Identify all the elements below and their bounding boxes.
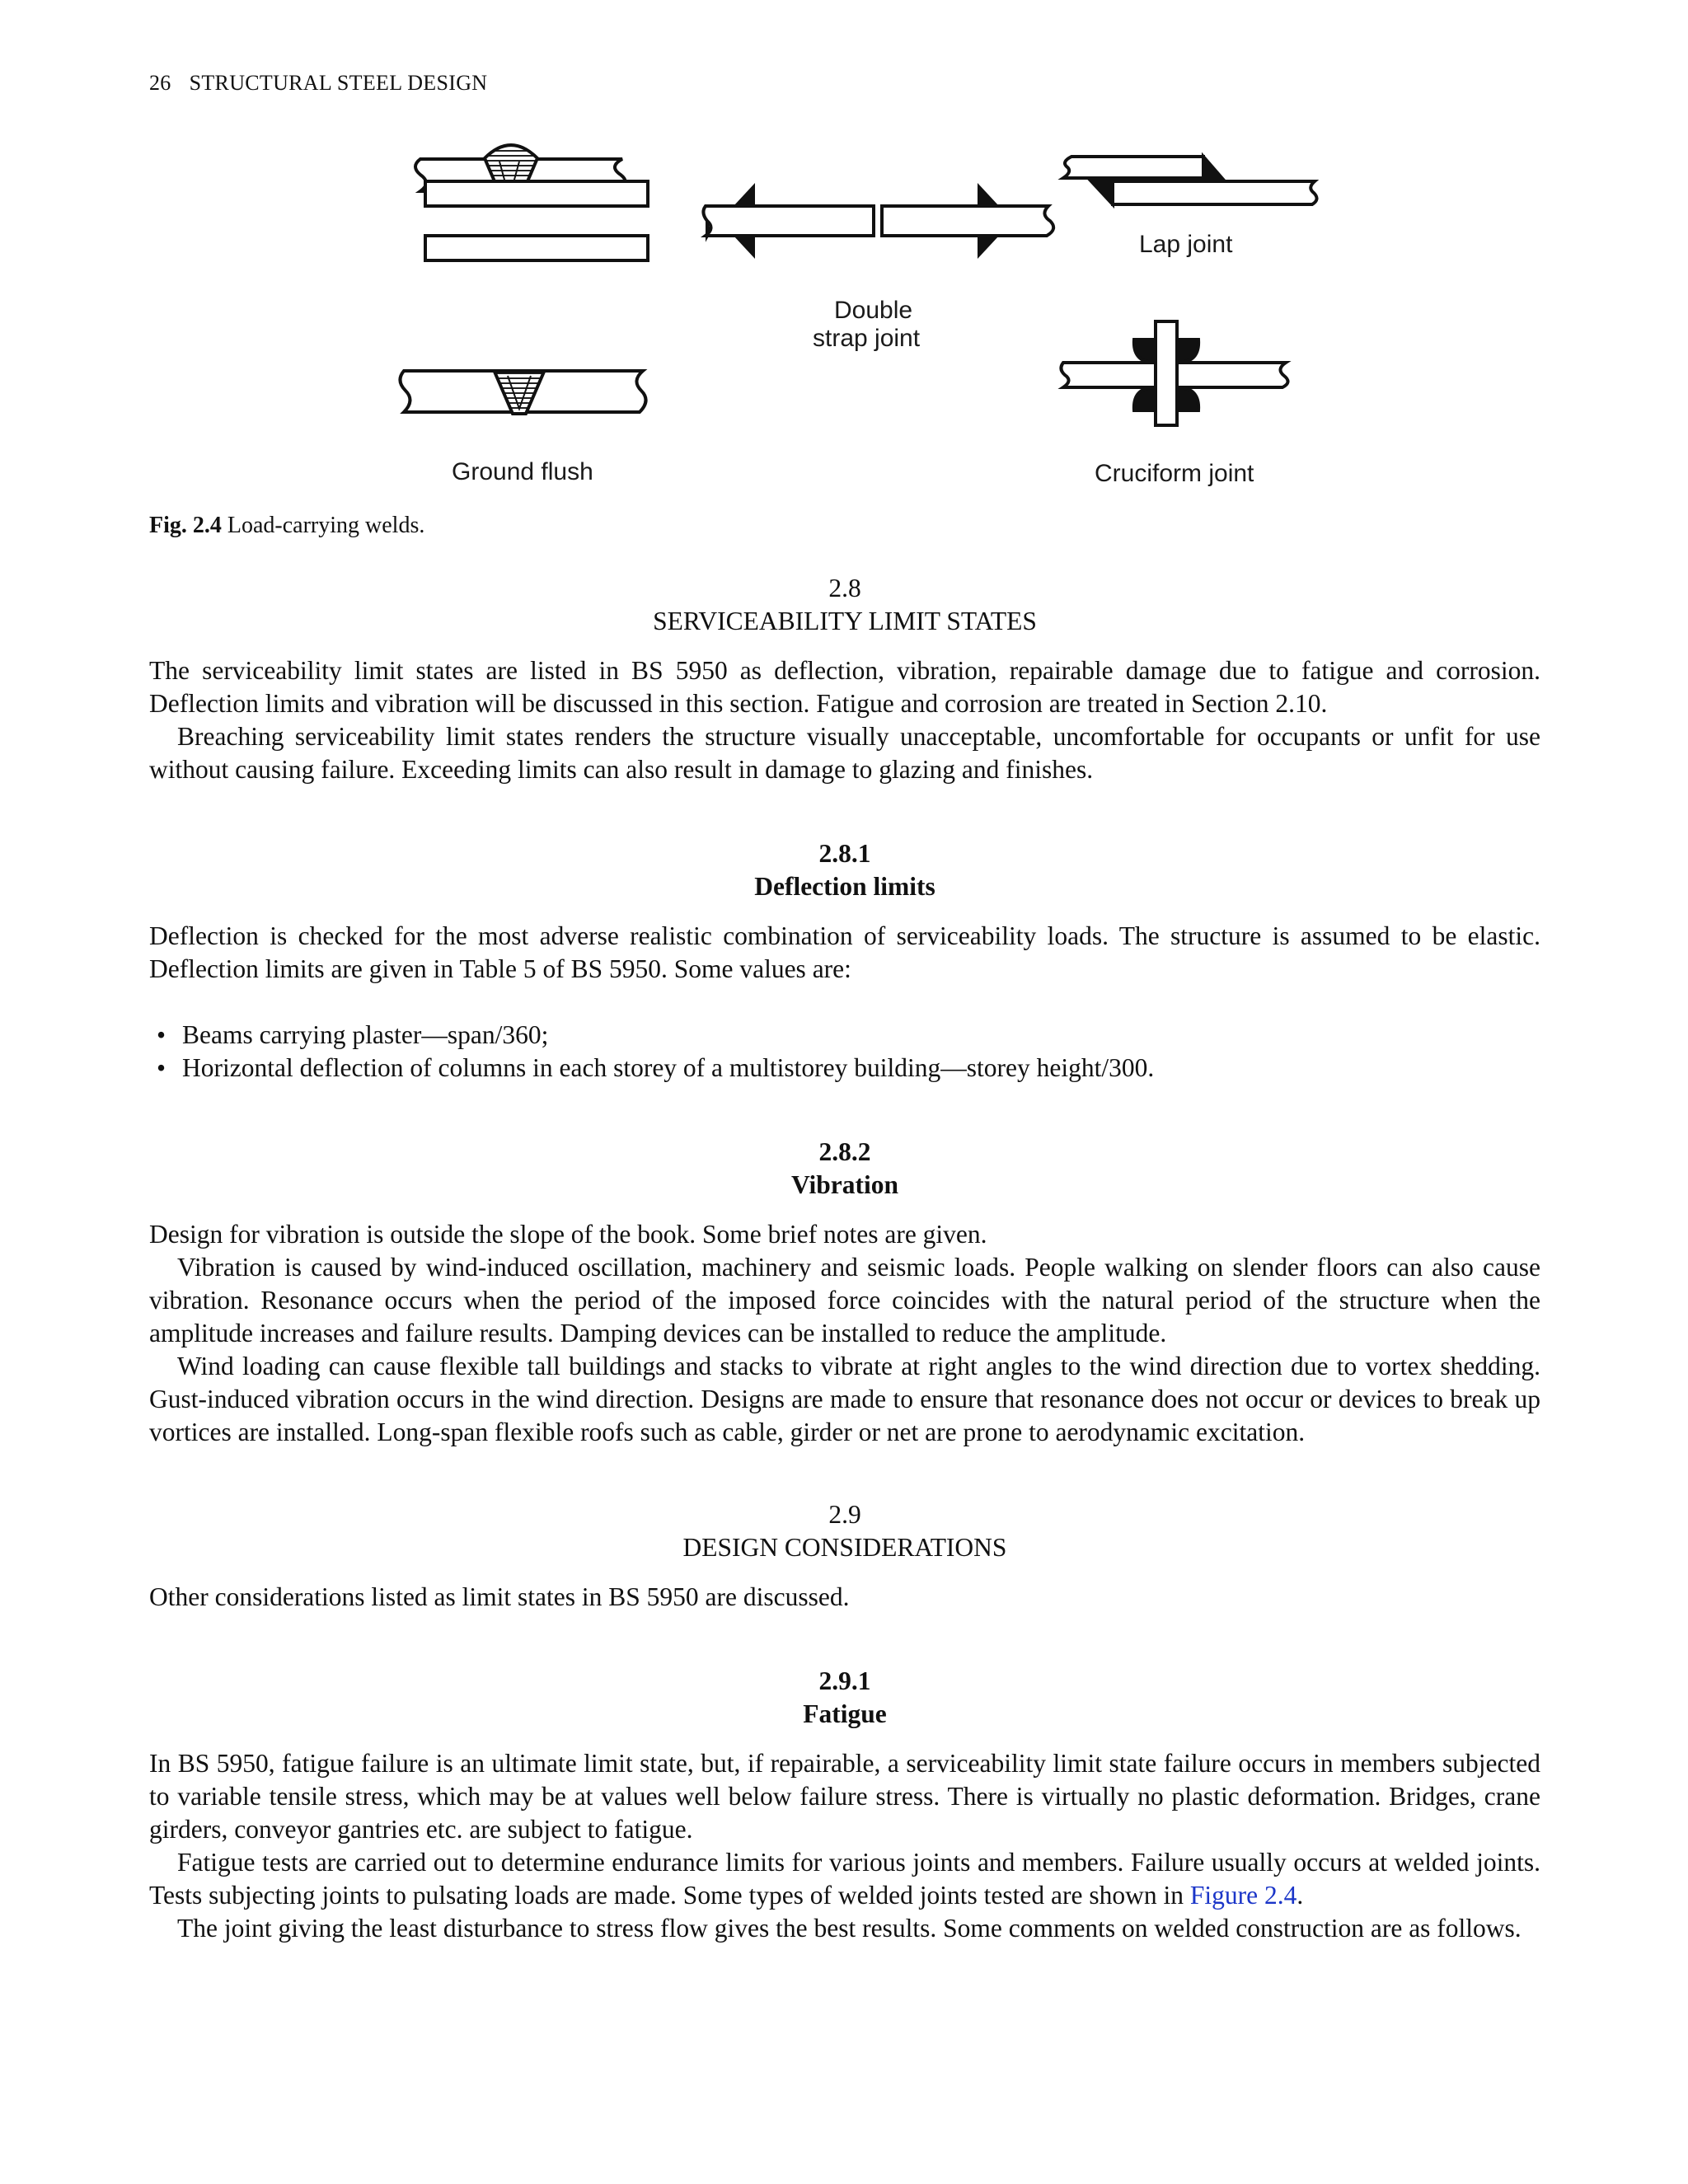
- running-head: [149, 71, 487, 96]
- subsection-title: Fatigue: [803, 1699, 887, 1728]
- double-strap-label-line1: Double: [834, 297, 913, 324]
- list-item: • Beams carrying plaster—span/360;: [149, 1019, 1540, 1052]
- page-number: 26: [149, 71, 171, 95]
- section-title: DESIGN CONSIDERATIONS: [682, 1533, 1007, 1562]
- ground-flush-label: Ground flush: [452, 458, 593, 485]
- weld-joints-diagram: [379, 124, 1343, 503]
- bullet: •: [157, 1053, 166, 1082]
- lap-joint-drawing: [1063, 157, 1317, 204]
- double-strap-joint-drawing: [425, 181, 1053, 260]
- section-2-9: [149, 1498, 1540, 1614]
- lap-joint-label: Lap joint: [1139, 231, 1233, 258]
- section-number: 2.8: [828, 574, 861, 602]
- book-title: STRUCTURAL STEEL DESIGN: [189, 71, 488, 95]
- caption-label: Fig. 2.4: [149, 513, 222, 538]
- double-strap-label-line2: strap joint: [813, 325, 921, 352]
- list-item: • Horizontal deflection of columns in each storey of a multistorey building—storey height/300.: [149, 1052, 1540, 1085]
- section-2-8-1: [149, 837, 1540, 1085]
- subsection-number: 2.8.2: [818, 1137, 871, 1166]
- bullet: •: [157, 1020, 166, 1049]
- paragraph: The joint giving the least disturbance to stress flow gives the best results. Some comments on welded construction are as follows.: [177, 1914, 1522, 1943]
- subsection-number: 2.8.1: [818, 839, 871, 868]
- figure-load-carrying-welds: [379, 124, 1343, 503]
- paragraph: Other considerations listed as limit states in BS 5950 are discussed.: [149, 1582, 850, 1611]
- paragraph: Deflection is checked for the most adverse realistic combination of serviceability loads. The structure is assumed to be elastic. Deflection limits are given in Table 5 of BS 5950. Some values are:: [149, 921, 1540, 983]
- ground-flush-joint-drawing: [400, 371, 645, 414]
- caption-text: Load-carrying welds.: [227, 513, 425, 538]
- paragraph: Vibration is caused by wind-induced oscillation, machinery and seismic loads. People walking on slender floors can also cause vibration. Resonance occurs when the period of the imposed force coincides with the natural period of the structure when the amplitude increases and failure results. Damping devices can be installed to reduce the amplitude.: [149, 1253, 1540, 1347]
- section-2-8-2: [149, 1136, 1540, 1449]
- cruciform-joint-drawing: [1061, 321, 1287, 425]
- paragraph: Wind loading can cause flexible tall buildings and stacks to vibrate at right angles to the wind direction due to vortex shedding. Gust-induced vibration occurs in the wind direction. Designs are made to ensure that resonance does not occur or devices to break up vortices are installed. Long-span flexible roofs such as cable, girder or net are prone to aerodynamic excitation.: [149, 1352, 1540, 1446]
- section-2-8: [149, 572, 1540, 786]
- figure-caption: [149, 513, 424, 539]
- paragraph: Design for vibration is outside the slope of the book. Some brief notes are given.: [149, 1220, 987, 1249]
- paragraph: Fatigue tests are carried out to determine endurance limits for various joints and members. Failure usually occurs at welded joints. Tests subjecting joints to pulsating loads are made. Some types of welded joints tested are shown in Figure 2.4.: [149, 1848, 1540, 1910]
- deflection-limits-list: [149, 1019, 1540, 1085]
- cruciform-joint-label: Cruciform joint: [1095, 460, 1254, 487]
- subsection-title: Deflection limits: [754, 872, 935, 901]
- subsection-title: Vibration: [790, 1170, 899, 1199]
- paragraph: The serviceability limit states are listed in BS 5950 as deflection, vibration, repairable damage due to fatigue and corrosion. Deflection limits and vibration will be discussed in this section. Fatigue and corrosion are treated in Section 2.10.: [149, 656, 1540, 718]
- subsection-number: 2.9.1: [818, 1666, 871, 1695]
- figure-2-4-link[interactable]: Figure 2.4: [1189, 1881, 1297, 1910]
- section-2-9-1: [149, 1665, 1540, 1945]
- section-number: 2.9: [828, 1500, 861, 1529]
- paragraph: In BS 5950, fatigue failure is an ultimate limit state, but, if repairable, a serviceability limit state failure occurs in members subjected to variable tensile stress, which may be at values well below failure stress. There is virtually no plastic deformation. Bridges, crane girders, conveyor gantries etc. are subject to fatigue.: [149, 1749, 1540, 1844]
- paragraph: Breaching serviceability limit states renders the structure visually unacceptable, uncomfortable for occupants or unfit for use without causing failure. Exceeding limits can also result in damage to glazing and finishes.: [149, 722, 1540, 784]
- section-title: SERVICEABILITY LIMIT STATES: [653, 607, 1037, 635]
